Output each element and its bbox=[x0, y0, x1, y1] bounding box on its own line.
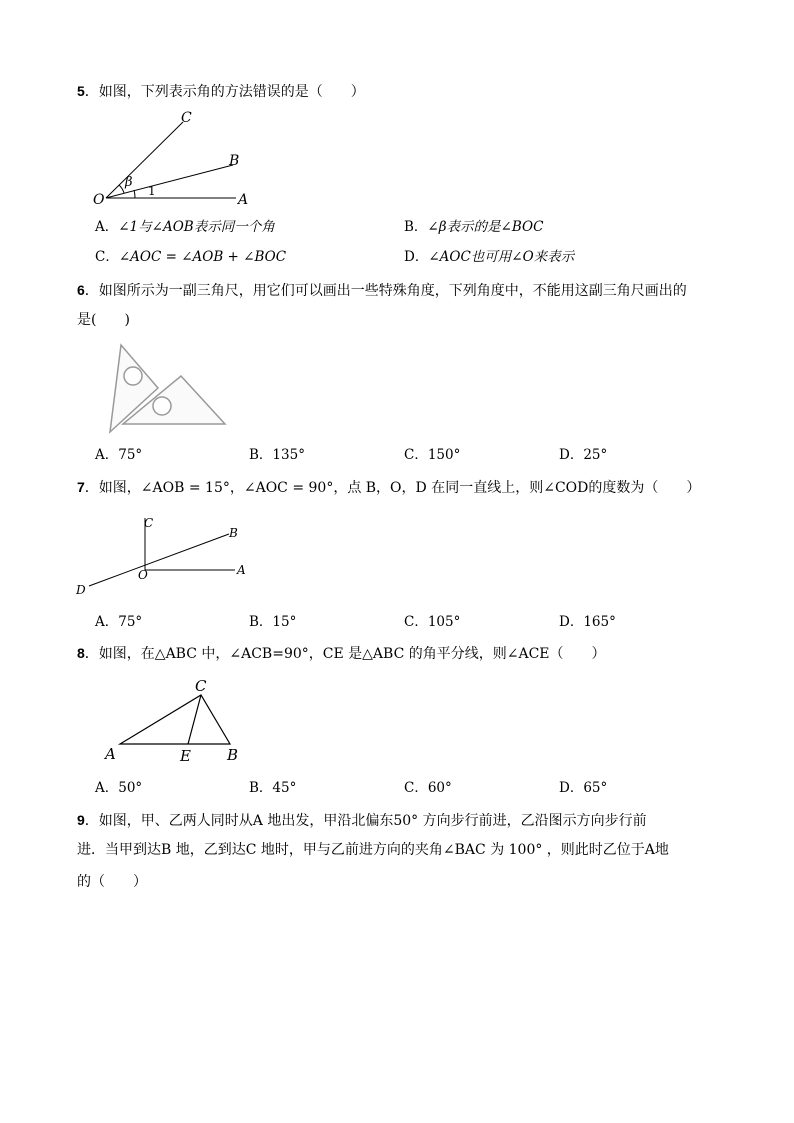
question-text: ．如图，在△ABC 中，∠ACB=90°，CE 是△ABC 的角平分线，则∠ACE（ ） bbox=[84, 646, 606, 662]
question-6-stem-cont: 是( ) bbox=[77, 312, 130, 328]
question-text: ．如图，甲、乙两人同时从A 地出发，甲沿北偏东50° 方向步行前进，乙沿图示方向步行前 bbox=[84, 813, 647, 829]
question-5-stem bbox=[77, 81, 365, 102]
line-bd bbox=[89, 534, 229, 586]
label-e: E bbox=[180, 747, 191, 765]
label-a: A bbox=[237, 563, 246, 577]
question-text: ．如图，∠AOB = 15°，∠AOC = 90°，点 B，O，D 在同一直线上，则∠COD的度数为（ ） bbox=[84, 480, 701, 496]
set-squares-figure bbox=[103, 340, 229, 436]
option-a[interactable]: A．∠1与∠AOB表示同一个角 bbox=[95, 219, 275, 235]
question-number: 9 bbox=[77, 812, 85, 828]
label-b: B bbox=[229, 153, 240, 169]
question-number: 5 bbox=[77, 83, 85, 99]
question-9-stem bbox=[77, 810, 647, 831]
angle-figure-q7 bbox=[75, 512, 255, 600]
label-a: A bbox=[238, 192, 249, 208]
ray-oc bbox=[106, 122, 183, 198]
option-d[interactable]: D．65° bbox=[559, 780, 608, 796]
angle-figure-q5 bbox=[88, 106, 258, 210]
question-9-stem-cont: 进．当甲到达B 地，乙到达C 地时，甲与乙前进方向的夹角∠BAC 为 100° ，则此时乙位于A地 bbox=[77, 842, 669, 858]
triangle-hole bbox=[153, 397, 171, 415]
label-1: 1 bbox=[148, 184, 156, 198]
question-8-stem bbox=[77, 643, 606, 664]
label-a: A bbox=[105, 745, 116, 763]
option-c[interactable]: C．105° bbox=[404, 614, 461, 630]
label-beta: β bbox=[125, 175, 133, 190]
question-9-stem-cont: 的（ ） bbox=[77, 874, 147, 890]
question-7-stem bbox=[77, 477, 700, 498]
option-d[interactable]: D．25° bbox=[559, 447, 608, 463]
option-c[interactable]: C．∠AOC = ∠AOB + ∠BOC bbox=[95, 249, 287, 265]
arc-1 bbox=[134, 190, 135, 198]
question-6-stem bbox=[77, 280, 687, 301]
option-c[interactable]: C．60° bbox=[404, 780, 452, 796]
label-d: D bbox=[76, 583, 86, 597]
option-a[interactable]: A．75° bbox=[95, 614, 143, 630]
option-a[interactable]: A．75° bbox=[95, 447, 143, 463]
question-number: 6 bbox=[77, 282, 85, 298]
label-b: B bbox=[227, 746, 239, 764]
triangle-hole bbox=[124, 367, 142, 385]
label-c: C bbox=[181, 110, 192, 126]
question-text: ．如图，下列表示角的方法错误的是（ ） bbox=[84, 84, 365, 100]
label-o: O bbox=[138, 568, 148, 582]
label-b: B bbox=[229, 526, 238, 540]
label-c: C bbox=[195, 677, 207, 695]
option-b[interactable]: B．45° bbox=[249, 780, 297, 796]
option-c[interactable]: C．150° bbox=[404, 447, 461, 463]
option-a[interactable]: A．50° bbox=[95, 780, 143, 796]
question-text: ．如图所示为一副三角尺，用它们可以画出一些特殊角度，下列角度中，不能用这副三角尺画出的 bbox=[84, 283, 687, 299]
option-b[interactable]: B．135° bbox=[249, 447, 305, 463]
triangle-figure-q8 bbox=[102, 676, 252, 768]
label-c: C bbox=[144, 516, 154, 530]
arc-beta bbox=[119, 185, 124, 193]
label-o: O bbox=[93, 192, 105, 208]
question-number: 7 bbox=[77, 479, 85, 495]
option-d[interactable]: D．165° bbox=[559, 614, 616, 630]
option-b[interactable]: B．15° bbox=[249, 614, 297, 630]
option-d[interactable]: D．∠AOC也可用∠O来表示 bbox=[404, 249, 575, 265]
option-b[interactable]: B．∠β表示的是∠BOC bbox=[404, 219, 544, 235]
question-number: 8 bbox=[77, 645, 85, 661]
triangle-abc bbox=[120, 695, 230, 744]
